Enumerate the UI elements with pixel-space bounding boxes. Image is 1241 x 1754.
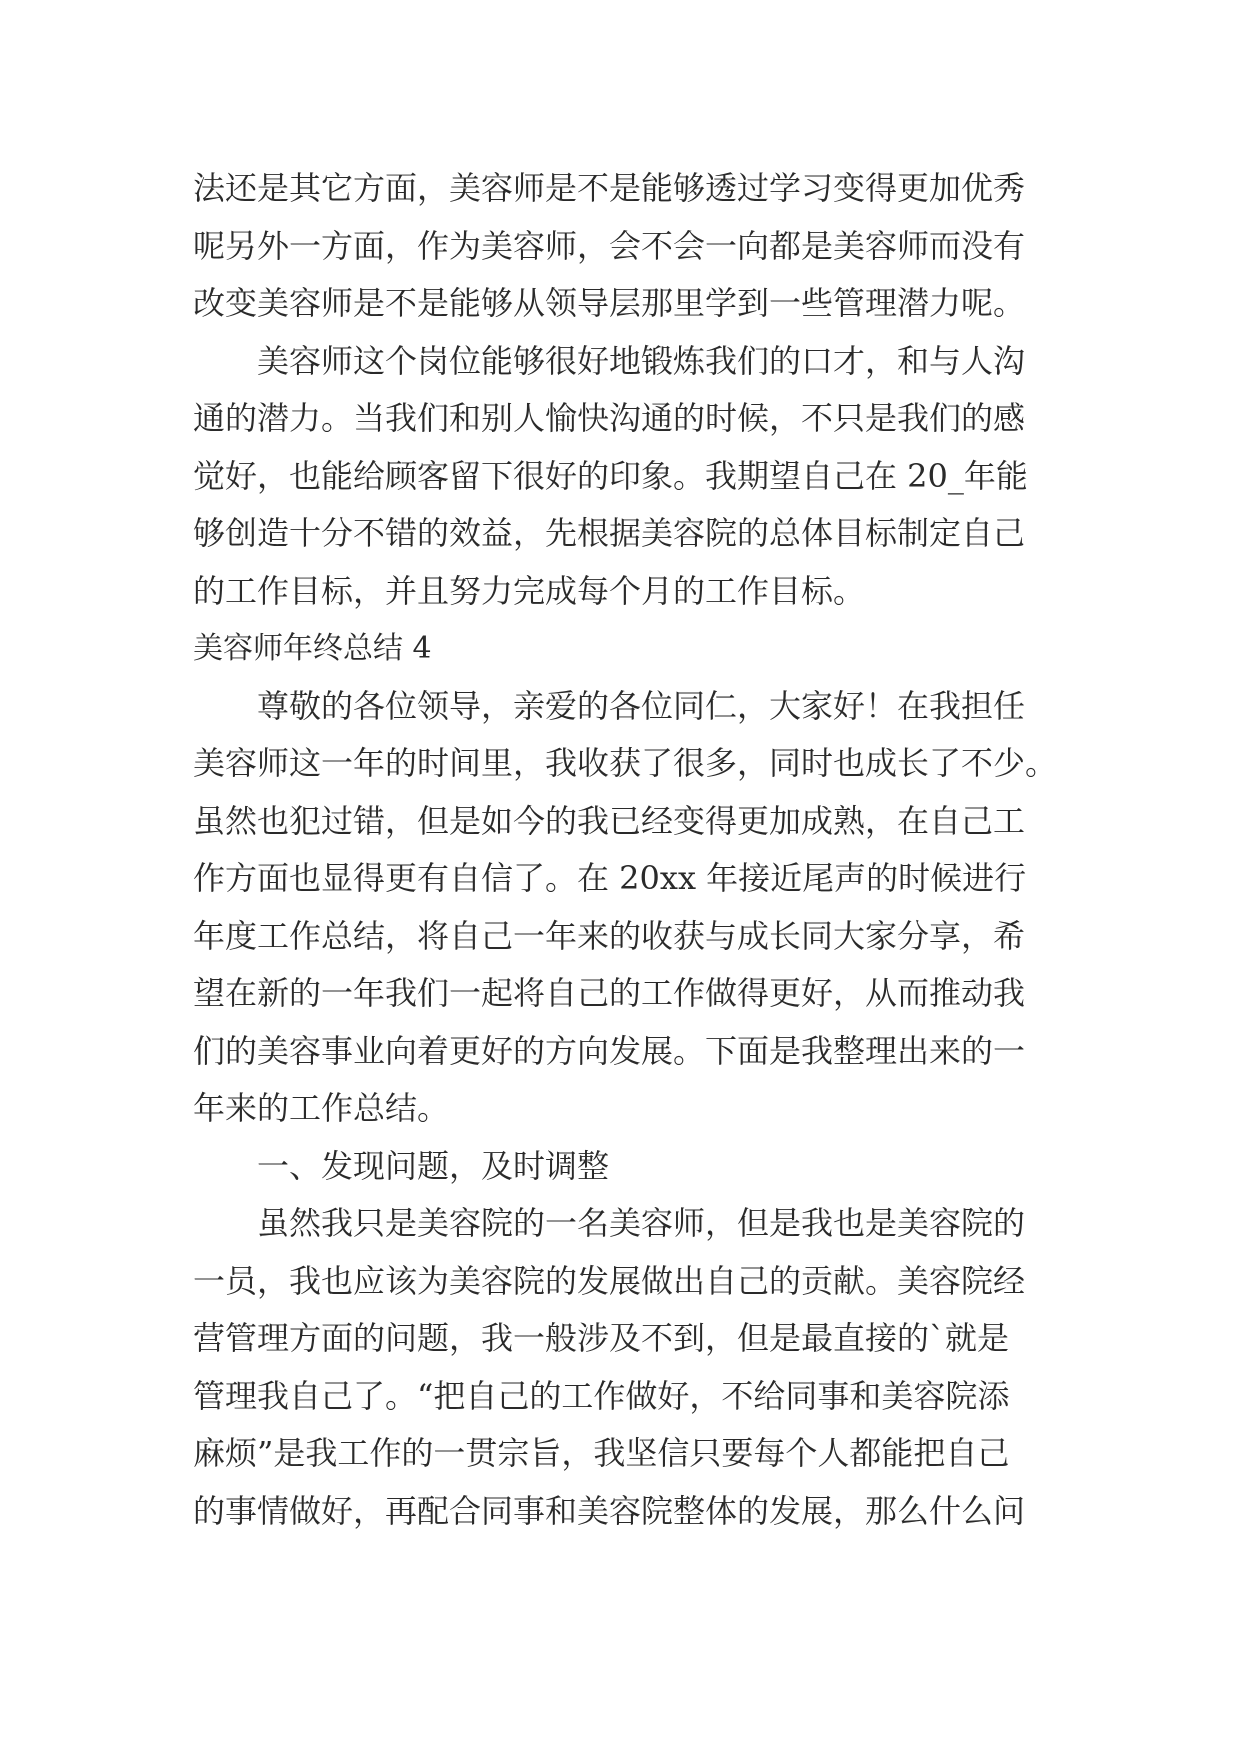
text-line: 望在新的一年我们一起将自己的工作做得更好，从而推动我 — [193, 974, 1026, 1012]
text-line: 法还是其它方面，美容师是不是能够透过学习变得更加优秀 — [193, 169, 1026, 207]
text-line: 尊敬的各位领导，亲爱的各位同仁，大家好！在我担任 — [257, 686, 1026, 725]
text-line: 年度工作总结，将自己一年来的收获与成长同大家分享，希 — [193, 916, 1026, 955]
text-line: 够创造十分不错的效益，先根据美容院的总体目标制定自己 — [193, 514, 1026, 552]
text-line: 虽然我只是美容院的一名美容师，但是我也是美容院的 — [257, 1204, 1026, 1242]
text-line: 们的美容事业向着更好的方向发展。下面是我整理出来的一 — [193, 1031, 1026, 1070]
text-line: 觉好，也能给顾客留下很好的印象。我期望自己在 20_年能 — [193, 456, 1028, 495]
text-line: 年来的工作总结。 — [193, 1089, 450, 1127]
text-line: 改变美容师是不是能够从领导层那里学到一些管理潜力呢。 — [193, 284, 1026, 322]
text-line: 通的潜力。当我们和别人愉快沟通的时候，不只是我们的感 — [193, 399, 1026, 437]
document-body — [193, 160, 1073, 1540]
text-line: 一员，我也应该为美容院的发展做出自己的贡献。美容院经 — [193, 1261, 1026, 1300]
text-line: 的事情做好，再配合同事和美容院整体的发展，那么什么问 — [193, 1491, 1026, 1530]
text-line: 麻烦”是我工作的一贯宗旨，我坚信只要每个人都能把自己 — [193, 1434, 1010, 1472]
section-heading: 美容师年终总结 4 — [193, 631, 432, 666]
text-line: 的工作目标，并且努力完成每个月的工作目标。 — [193, 571, 866, 610]
text-line: 营管理方面的问题，我一般涉及不到，但是最直接的`就是 — [193, 1319, 1010, 1357]
text-line: 一、发现问题，及时调整 — [257, 1146, 610, 1185]
text-line: 虽然也犯过错，但是如今的我已经变得更加成熟，在自己工 — [193, 801, 1026, 840]
text-line: 管理我自己了。“把自己的工作做好，不给同事和美容院添 — [193, 1376, 1010, 1415]
text-line: 美容师这个岗位能够很好地锻炼我们的口才，和与人沟 — [257, 341, 1026, 380]
text-line: 呢另外一方面，作为美容师，会不会一向都是美容师而没有 — [193, 226, 1026, 265]
text-line: 美容师这一年的时间里，我收获了很多，同时也成长了不少。 — [193, 744, 1058, 782]
text-line: 作方面也显得更有自信了。在 20xx 年接近尾声的时候进行 — [193, 859, 1027, 897]
